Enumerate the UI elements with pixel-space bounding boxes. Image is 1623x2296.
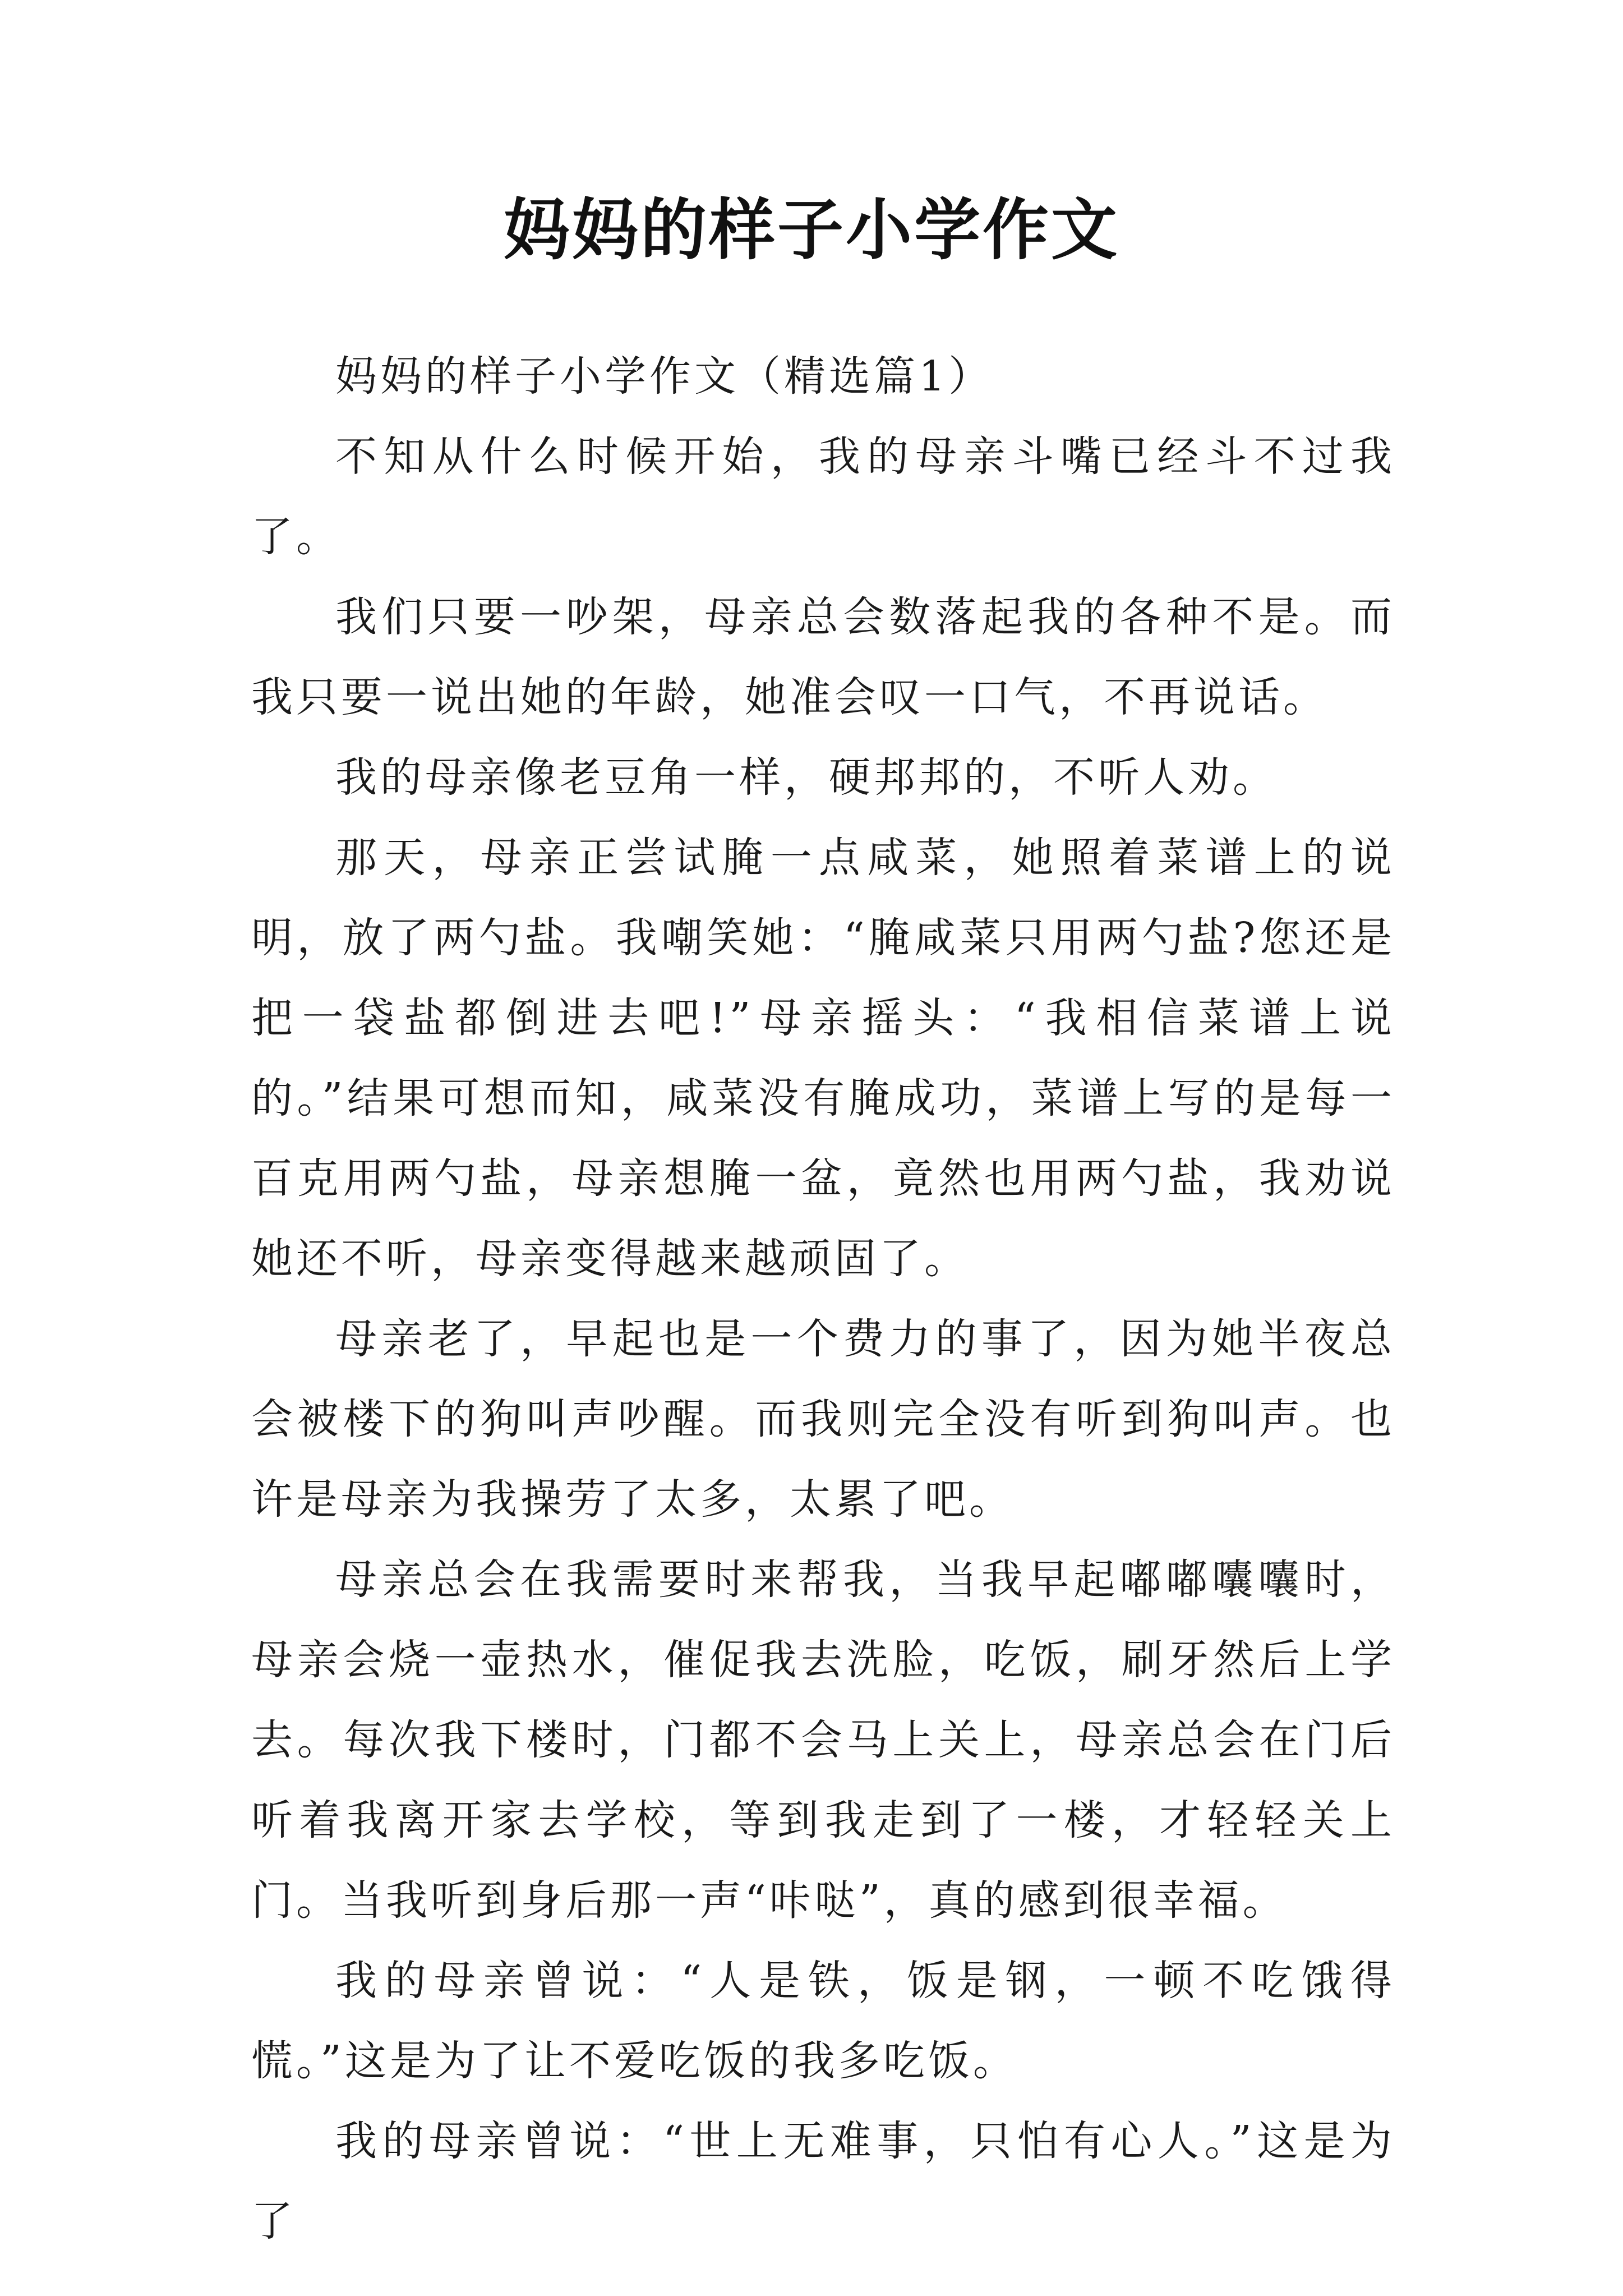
document-title: 妈妈的样子小学作文 — [503, 191, 1119, 269]
paragraph: 不知从什么时候开始，我的母亲斗嘴已经斗不过我了。 — [251, 432, 1395, 561]
paragraph: 我的母亲曾说：“世上无难事，只怕有心人。”这是为了 — [251, 2117, 1395, 2246]
paragraph: 我的母亲曾说：“人是铁，饭是钢，一顿不吃饿得慌。”这是为了让不爱吃饭的我多吃饭。 — [251, 1957, 1395, 2085]
paragraph: 母亲总会在我需要时来帮我，当我早起嘟嘟囔囔时，母亲会烧一壶热水，催促我去洗脸，吃饭，刷牙然后上学去。每次我下楼时，门都不会马上关上，母亲总会在门后听着我离开家去学校，等到我走到了一楼，才轻轻关上门。当我听到身后那一声“咔哒”，真的感到很幸福。 — [251, 1556, 1395, 1925]
paragraph: 那天，母亲正尝试腌一点咸菜，她照着菜谱上的说明，放了两勺盐。我嘲笑她：“腌咸菜只用两勺盐?您还是把一袋盐都倒进去吧!”母亲摇头：“我相信菜谱上说的。”结果可想而知，咸菜没有腌成功，菜谱上写的是每一百克用两勺盐，母亲想腌一盆，竟然也用两勺盐，我劝说她还不听，母亲变得越来越顽固了。 — [251, 834, 1395, 1283]
document-body — [251, 337, 1395, 2262]
paragraph: 我的母亲像老豆角一样，硬邦邦的，不听人劝。 — [335, 753, 1278, 802]
paragraph: 我们只要一吵架，母亲总会数落起我的各种不是。而我只要一说出她的年龄，她准会叹一口气，不再说话。 — [251, 593, 1395, 721]
paragraph-subtitle: 妈妈的样子小学作文（精选篇1） — [335, 352, 994, 401]
paragraph: 母亲老了，早起也是一个费力的事了，因为她半夜总会被楼下的狗叫声吵醒。而我则完全没有听到狗叫声。也许是母亲为我操劳了太多，太累了吧。 — [251, 1315, 1395, 1524]
